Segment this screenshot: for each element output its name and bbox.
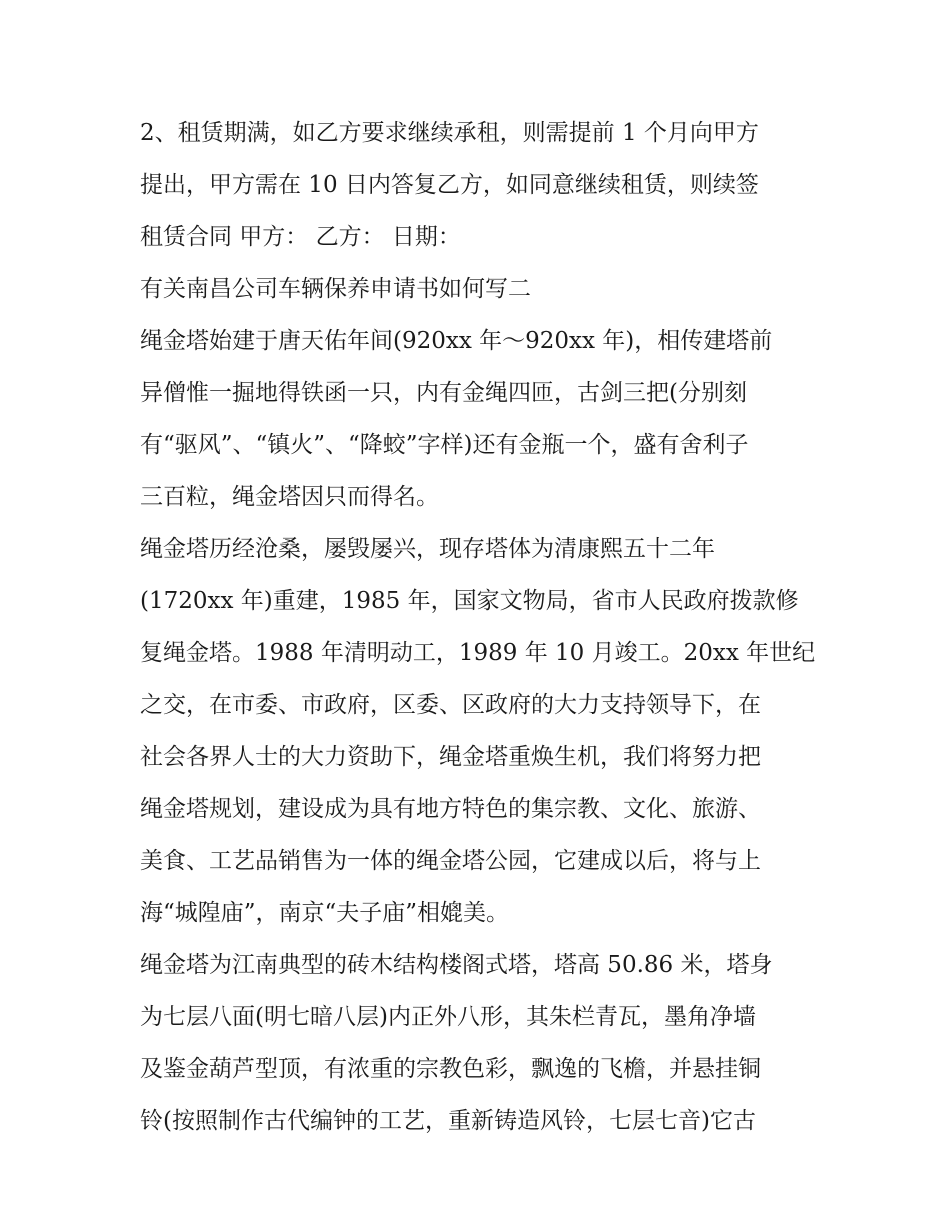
text-line: 绳金塔始建于唐天佑年间(920xx 年～920xx 年)，相传建塔前 — [140, 328, 773, 354]
text-line: 社会各界人士的大力资助下，绳金塔重焕生机，我们将努力把 — [140, 744, 761, 770]
text-line: 绳金塔规划，建设成为具有地方特色的集宗教、文化、旅游、 — [140, 796, 761, 822]
text-line: 异僧惟一掘地得铁函一只，内有金绳四匝，古剑三把(分别刻 — [140, 380, 747, 406]
text-line: 美食、工艺品销售为一体的绳金塔公园，它建成以后，将与上 — [140, 848, 761, 874]
document-body — [140, 107, 820, 1147]
text-line: 之交，在市委、市政府，区委、区政府的大力支持领导下，在 — [140, 692, 761, 718]
text-line: 提出，甲方需在 10 日内答复乙方，如同意继续租赁，则续签 — [140, 172, 759, 198]
text-line: 有“驱风”、“镇火”、“降蛟”字样)还有金瓶一个，盛有舍利子 — [140, 432, 749, 458]
text-line: 铃(按照制作古代编钟的工艺，重新铸造风铃，七层七音)它古 — [140, 1108, 756, 1134]
text-line: 海“城隍庙”，南京“夫子庙”相媲美。 — [140, 900, 510, 926]
text-line: 复绳金塔。1988 年清明动工，1989 年 10 月竣工。20xx 年世纪 — [140, 640, 816, 666]
text-line: (1720xx 年)重建，1985 年，国家文物局，省市人民政府拨款修 — [140, 588, 799, 614]
text-line: 三百粒，绳金塔因只而得名。 — [140, 484, 439, 510]
text-line: 绳金塔为江南典型的砖木结构楼阁式塔，塔高 50.86 米，塔身 — [140, 952, 773, 978]
section-heading: 有关南昌公司车辆保养申请书如何写二 — [140, 276, 531, 302]
text-line: 及鉴金葫芦型顶，有浓重的宗教色彩，飘逸的飞檐，并悬挂铜 — [140, 1056, 761, 1082]
text-line: 租赁合同 甲方： 乙方： 日期： — [140, 224, 461, 250]
text-line: 绳金塔历经沧桑，屡毁屡兴，现存塔体为清康熙五十二年 — [140, 536, 715, 562]
text-line: 为七层八面(明七暗八层)内正外八形，其朱栏青瓦，墨角净墙 — [140, 1004, 756, 1030]
text-line: 2、租赁期满，如乙方要求继续承租，则需提前 1 个月向甲方 — [140, 120, 759, 146]
